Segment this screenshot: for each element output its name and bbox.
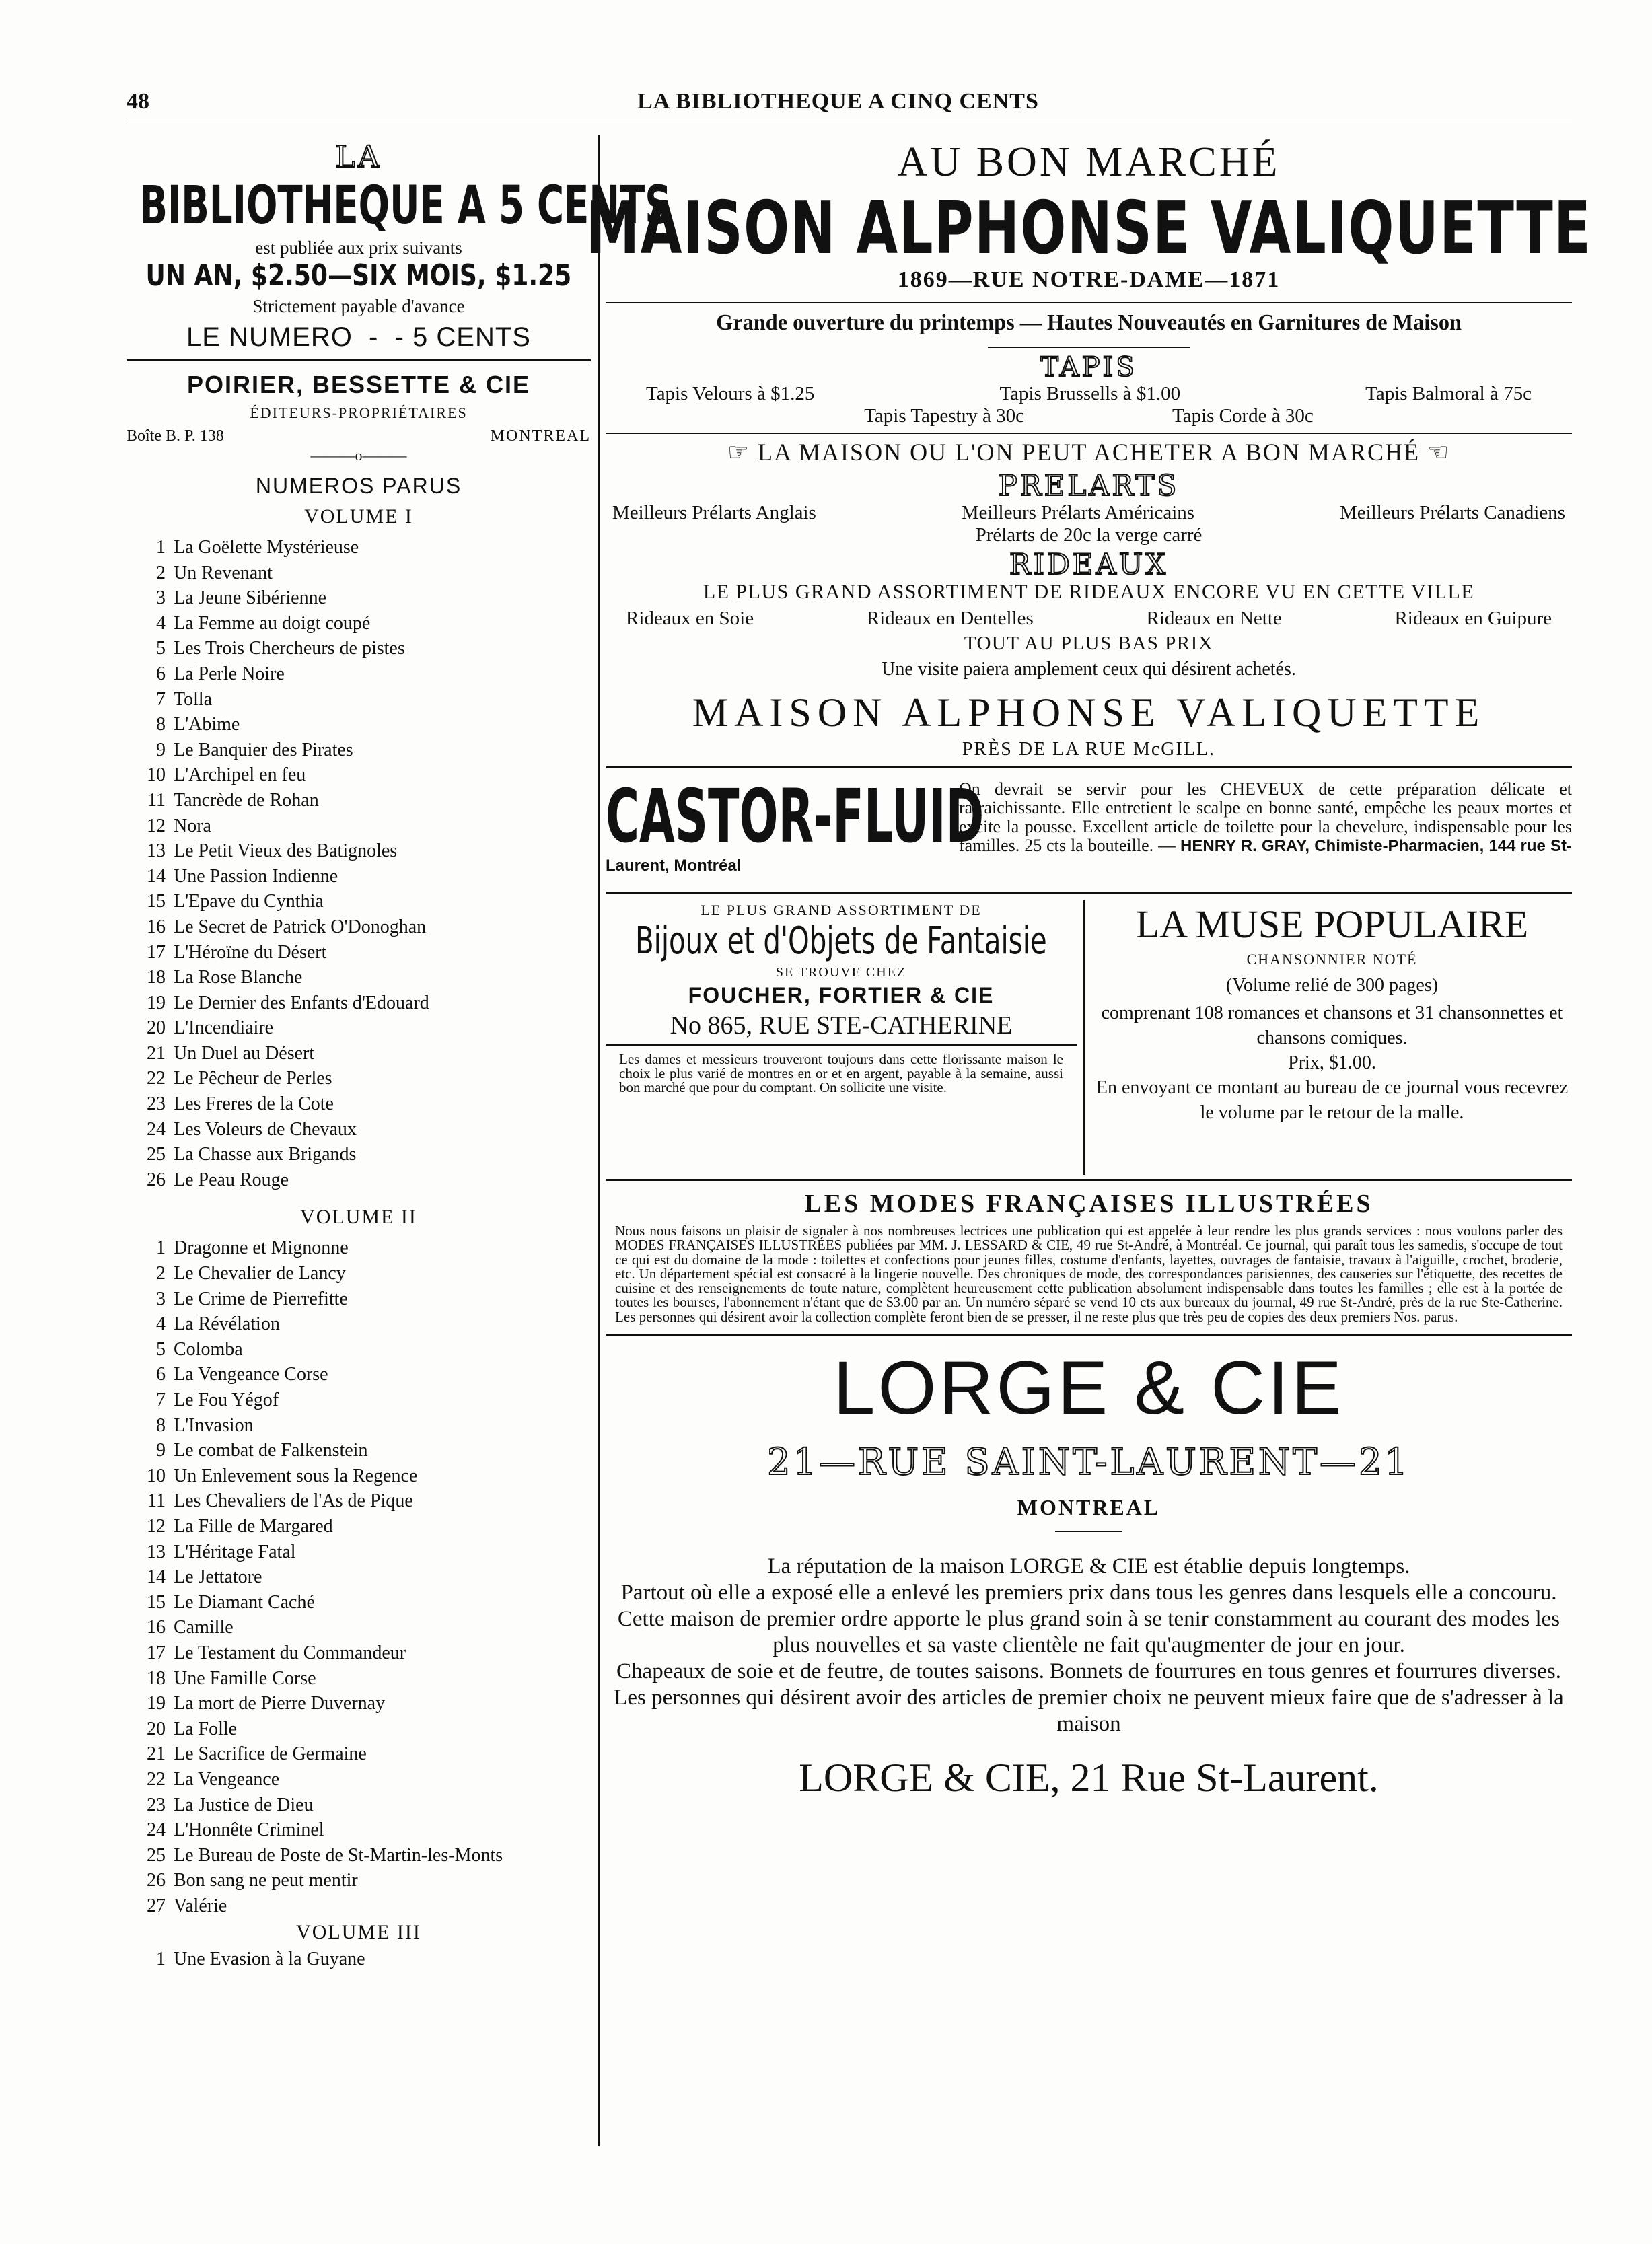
issue-number: 8 (156, 714, 166, 735)
issue-item (127, 1741, 591, 1767)
issue-item (127, 712, 591, 737)
volume-heading-3: VOLUME III (296, 1921, 421, 1944)
muse-volume: (Volume relié de 300 pages) (1225, 975, 1439, 996)
issue-number: 16 (147, 1617, 166, 1638)
issue-number: 18 (147, 967, 166, 988)
prelarts-anglais: Meilleurs Prélarts Anglais (612, 502, 816, 523)
lorge-paragraph-5: Les personnes qui désirent avoir des articles de premier choix ne peuvent mieux faire que de s'adresser à la maison (614, 1686, 1564, 1737)
lorge-footer: LORGE & CIE, 21 Rue St-Laurent. (799, 1756, 1379, 1801)
header-rule (127, 120, 1572, 126)
issue-item (127, 1117, 591, 1143)
issue-title: Un Enlevement sous la Regence (174, 1465, 418, 1486)
tapis-heading: TAPIS (1040, 352, 1137, 383)
issue-title: Les Chevaliers de l'As de Pique (174, 1490, 413, 1512)
castor-fluid-description: On devrait se servir pour les CHEVEUX de cette préparation délicate et rafraichissante. Elle entretient le scalpe en bonne santé, empêche les peaux mortes et excite la pousse. Excellent article de toilette pour la chevelure, indispensable pour les familles. 25 cts la bouteille. — (959, 779, 1572, 855)
issue-title: Les Trois Chercheurs de pistes (174, 638, 405, 659)
issue-title: L'Epave du Cynthia (174, 891, 324, 912)
issue-title: La mort de Pierre Duvernay (174, 1693, 386, 1714)
castor-fluid-maker: HENRY R. GRAY, Chimiste-Pharmacien, 144 rue St-Laurent, Montréal (606, 837, 1573, 875)
muse-contents: comprenant 108 romances et chansons et 31 chansonnettes et chansons comiques. (1101, 1003, 1563, 1048)
issue-number: 12 (147, 815, 166, 836)
pointing-hand-right-icon: ☜ (1427, 439, 1451, 466)
lorge-city: MONTREAL (1017, 1495, 1161, 1520)
masthead-title: BIBLIOTHEQUE A 5 CENTS (139, 176, 672, 236)
issue-number: 19 (147, 1693, 166, 1714)
issue-title: Le Pêcheur de Perles (174, 1068, 332, 1089)
issue-number: 6 (156, 663, 166, 684)
issue-item (127, 1691, 591, 1716)
issues-heading: NUMEROS PARUS (255, 474, 462, 498)
issue-item (127, 1387, 591, 1413)
issue-number: 15 (147, 891, 166, 912)
issue-item (127, 687, 591, 713)
issue-number: 14 (147, 1566, 166, 1588)
issue-number: 26 (147, 1169, 166, 1190)
lorge-paragraph-1: La réputation de la maison LORGE & CIE est établie depuis longtemps. (767, 1554, 1410, 1579)
issue-number: 8 (156, 1414, 166, 1436)
muse-mail-order: En envoyant ce montant au bureau de ce journal vous recevrez le volume par le retour de la malle. (1096, 1077, 1569, 1123)
issue-number: 17 (147, 1642, 166, 1663)
lorge-paragraph-4: Chapeaux de soie et de feutre, de toutes saisons. Bonnets de fourrures en tous genres et fourrures diverses. (616, 1659, 1561, 1684)
issue-number: 9 (156, 739, 166, 760)
issue-title: L'Invasion (174, 1414, 254, 1436)
volume-3-list (127, 1947, 591, 1972)
issue-number: 21 (147, 1042, 166, 1064)
right-column (585, 135, 1592, 1801)
volume-2-list (127, 1235, 591, 1918)
issue-item (127, 1041, 591, 1066)
rideaux-guipure: Rideaux en Guipure (1394, 608, 1552, 629)
issue-title: L'Héritage Fatal (174, 1541, 296, 1562)
prelarts-canadiens: Meilleurs Prélarts Canadiens (1339, 502, 1565, 523)
left-column (127, 135, 672, 1972)
issue-title: Le Crime de Pierrefitte (174, 1288, 348, 1309)
volume-heading-1: VOLUME I (304, 505, 413, 528)
issue-item (127, 661, 591, 687)
issue-title: La Chasse aux Brigands (174, 1144, 357, 1165)
issue-number: 24 (147, 1118, 166, 1140)
running-title: LA BIBLIOTHEQUE A CINQ CENTS (637, 89, 1039, 114)
issue-title: Le Sacrifice de Germaine (174, 1743, 367, 1765)
issue-item (127, 940, 591, 966)
issue-item (127, 1893, 591, 1919)
spring-opening: Grande ouverture du printemps — Hautes Nouveautés en Garnitures de Maison (716, 310, 1462, 335)
rideaux-soie: Rideaux en Soie (626, 608, 754, 629)
issue-number: 9 (156, 1440, 166, 1461)
tapis-balmoral: Tapis Balmoral à 75c (1365, 383, 1532, 404)
lorge-paragraph-3: Cette maison de premier ordre apporte le plus grand soin à se tenir constamment au courant des modes les plus nouvelles et sa vaste clientèle ne fait qu'augmenter de jour en jour. (617, 1607, 1560, 1658)
issue-number: 4 (156, 612, 166, 634)
issue-item (127, 762, 591, 788)
valiquette-name: MAISON ALPHONSE VALIQUETTE (585, 186, 1592, 270)
visit-note: Une visite paiera amplement ceux qui désirent achetés. (882, 659, 1296, 680)
issue-title: Un Revenant (174, 562, 273, 583)
issue-number: 7 (156, 688, 166, 710)
issue-title: Le Peau Rouge (174, 1169, 289, 1190)
issue-item (127, 1261, 591, 1287)
issue-number: 26 (147, 1870, 166, 1891)
issue-number: 24 (147, 1819, 166, 1841)
issue-title: Une Passion Indienne (174, 865, 338, 887)
issue-item (127, 585, 591, 611)
issue-item (127, 864, 591, 890)
issue-title: Le Jettatore (174, 1566, 262, 1588)
muse-subtitle: CHANSONNIER NOTÉ (1246, 951, 1418, 968)
issue-number: 11 (147, 789, 166, 811)
issue-number: 1 (156, 537, 166, 558)
issue-item (127, 1362, 591, 1387)
bijoux-address: No 865, RUE STE-CATHERINE (606, 1011, 1077, 1046)
issue-number: 5 (156, 1338, 166, 1360)
single-issue-price: LE NUMERO - - 5 CENTS (186, 322, 531, 352)
issue-title: La Fille de Margared (174, 1515, 333, 1537)
issue-item (127, 1287, 591, 1312)
issue-title: Bon sang ne peut mentir (174, 1870, 358, 1891)
issue-title: La Révélation (174, 1313, 280, 1335)
issue-item (127, 1843, 591, 1869)
issue-title: Dragonne et Mignonne (174, 1237, 349, 1259)
issue-number: 13 (147, 1541, 166, 1562)
issue-item (127, 1640, 591, 1666)
issue-title: Camille (174, 1617, 234, 1638)
issue-number: 17 (147, 941, 166, 963)
issue-item (127, 838, 591, 864)
running-head (127, 83, 1550, 118)
pointing-hand-left-icon: ☞ (727, 439, 751, 466)
issue-number: 19 (147, 992, 166, 1013)
issue-title: L'Honnête Criminel (174, 1819, 324, 1841)
issue-item (127, 636, 591, 661)
issue-title: La Goëlette Mystérieuse (174, 537, 359, 558)
issue-number: 25 (147, 1144, 166, 1165)
issue-title: Colomba (174, 1338, 243, 1360)
issue-title: Le Chevalier de Lancy (174, 1263, 346, 1284)
issue-item (127, 1767, 591, 1793)
issue-title: Un Duel au Désert (174, 1042, 315, 1064)
issue-title: La Jeune Sibérienne (174, 587, 327, 609)
issue-item (127, 1716, 591, 1742)
issue-item (127, 788, 591, 813)
issue-number: 2 (156, 1263, 166, 1284)
issue-number: 10 (147, 1465, 166, 1486)
issue-title: La Justice de Dieu (174, 1794, 314, 1815)
issue-title: La Rose Blanche (174, 967, 303, 988)
modes-francaises-advertisement (606, 1189, 1572, 1324)
tapis-brussells: Tapis Brussells à $1.00 (999, 383, 1181, 404)
issue-number: 1 (156, 1237, 166, 1259)
payment-note: Strictement payable d'avance (252, 296, 465, 316)
volume-1-list (127, 535, 591, 1192)
publisher-role: ÉDITEURS-PROPRIÉTAIRES (250, 404, 468, 421)
issue-number: 13 (147, 840, 166, 862)
muse-populaire-advertisement (1085, 900, 1572, 1175)
rideaux-assortment: LE PLUS GRAND ASSORTIMENT DE RIDEAUX ENCORE VU EN CETTE VILLE (703, 581, 1475, 603)
castor-fluid-title: CASTOR-FLUID (606, 773, 984, 859)
issue-number: 20 (147, 1017, 166, 1039)
issue-item (127, 1564, 591, 1590)
prelarts-price: Prélarts de 20c la verge carré (975, 524, 1202, 546)
issue-title: Une Evasion à la Guyane (174, 1949, 365, 1970)
lorge-address: 21—RUE SAINT-LAURENT—21 (767, 1441, 1410, 1484)
issue-item (127, 1488, 591, 1514)
issue-item (127, 1540, 591, 1565)
issue-title: L'Incendiaire (174, 1017, 274, 1039)
ornament: ———o——— (310, 447, 407, 464)
publisher-city: MONTREAL (490, 427, 591, 445)
modes-text: Nous nous faisons un plaisir de signaler à nos nombreuses lectrices une publication qui est appelée à leur rendre les plus grands services : nous voulons parler des MODES FRANÇAISES ILLUSTRÉES publiées par MM. J. LESSARD & CIE, 49 rue St-André, à Montréal. Ce journal, qui paraît tous les samedis, s'occupe de tout ce qui est du domaine de la mode : toilettes et confections pour jeunes filles, costume d'enfants, layettes, ouvrages de fantaisie, travaux à l'aiguille, crochet, broderie, etc. Un département spécial est consacré à la lingerie nouvelle. Des chroniques de mode, des correspondances parisiennes, des causeries sur l'étiquette, des recettes de cuisine et des renseignements de toute nature, complètent heureusement cette publication absolument indispensable dans toutes les familles ; elle est à la portée de toutes les bourses, l'abonnement n'étant que de $3.00 par an. Un numéro séparé se vend 10 cts aux bureaux du journal, 49 rue St-André, près de la rue Ste-Catherine. Les personnes qui désirent avoir la collection complète feront bien de se presser, il ne reste plus que très peu de copies des deux premiers Nos. parus. (615, 1223, 1563, 1325)
issue-item (127, 1091, 591, 1117)
near-mcgill: PRÈS DE LA RUE McGILL. (962, 739, 1216, 760)
issue-title: L'Archipel en feu (174, 764, 306, 786)
bijoux-firm: FOUCHER, FORTIER & CIE (688, 983, 995, 1007)
issue-item (127, 1590, 591, 1616)
price-intro: est publiée aux prix suivants (255, 238, 462, 258)
modes-title: LES MODES FRANÇAISES ILLUSTRÉES (804, 1190, 1373, 1218)
issue-number: 7 (156, 1389, 166, 1410)
issue-item (127, 965, 591, 990)
issue-number: 21 (147, 1743, 166, 1765)
issue-number: 12 (147, 1515, 166, 1537)
tapis-corde: Tapis Corde à 30c (1172, 405, 1314, 427)
issue-item (127, 1868, 591, 1893)
issue-item (127, 1615, 591, 1640)
issue-title: Le Diamant Caché (174, 1591, 315, 1613)
issue-title: La Vengeance Corse (174, 1364, 328, 1385)
muse-title: LA MUSE POPULAIRE (1135, 902, 1529, 946)
issue-item (127, 560, 591, 586)
lorge-title: LORGE & CIE (833, 1346, 1344, 1431)
issue-number: 1 (156, 1949, 166, 1970)
issue-number: 3 (156, 587, 166, 609)
issue-number: 16 (147, 916, 166, 937)
issue-number: 22 (147, 1068, 166, 1089)
issue-number: 20 (147, 1718, 166, 1739)
issue-item (127, 1413, 591, 1439)
issue-number: 23 (147, 1794, 166, 1815)
muse-price: Prix, $1.00. (1288, 1052, 1376, 1073)
bijoux-intro: LE PLUS GRAND ASSORTIMENT DE (701, 902, 982, 918)
au-bon-marche: AU BON MARCHÉ (897, 139, 1281, 185)
issue-title: Les Voleurs de Chevaux (174, 1118, 357, 1140)
prelarts-americains: Meilleurs Prélarts Américains (961, 502, 1195, 523)
rideaux-dentelles: Rideaux en Dentelles (866, 608, 1034, 629)
issue-title: Tancrède de Rohan (174, 789, 319, 811)
bijoux-note: Les dames et messieurs trouveront toujours dans cette florissante maison le choix le plus varié de montres en or et en argent, payable à la semaine, aussi bon marché que pour du comptant. On sollicite une visite. (619, 1051, 1063, 1095)
rideaux-nette: Rideaux en Nette (1146, 608, 1282, 629)
issue-item (127, 1066, 591, 1091)
issue-title: Le Banquier des Pirates (174, 739, 353, 760)
issue-item (127, 1438, 591, 1463)
issue-number: 18 (147, 1667, 166, 1689)
lowest-price: TOUT AU PLUS BAS PRIX (964, 632, 1214, 654)
issue-number: 15 (147, 1591, 166, 1613)
issue-title: Le Petit Vieux des Batignoles (174, 840, 398, 862)
valiquette-address: 1869—RUE NOTRE-DAME—1871 (897, 267, 1281, 292)
issue-title: Nora (174, 815, 211, 836)
bijoux-title: Bijoux et d'Objets de Fantaisie (635, 919, 1047, 963)
issue-item (127, 535, 591, 560)
issue-item (127, 611, 591, 637)
subscription-prices: UN AN, $2.50—SIX MOIS, $1.25 (145, 258, 572, 293)
issue-title: La Folle (174, 1718, 238, 1739)
issue-item (127, 1947, 591, 1972)
issue-item (127, 1142, 591, 1167)
issue-item (127, 1793, 591, 1818)
issue-number: 3 (156, 1288, 166, 1309)
issue-number: 6 (156, 1364, 166, 1385)
publisher-name: POIRIER, BESSETTE & CIE (186, 371, 531, 398)
issue-title: L'Héroïne du Désert (174, 941, 327, 963)
issue-number: 4 (156, 1313, 166, 1335)
issue-number: 27 (147, 1895, 166, 1916)
issue-item (127, 737, 591, 763)
issue-item (127, 914, 591, 940)
lorge-advertisement (606, 1348, 1572, 1801)
issue-number: 10 (147, 764, 166, 786)
issue-item (127, 990, 591, 1016)
bijoux-found-at: SE TROUVE CHEZ (775, 965, 907, 980)
volume-heading-2: VOLUME II (300, 1206, 417, 1229)
issue-number: 25 (147, 1844, 166, 1866)
valiquette-name-repeat: MAISON ALPHONSE VALIQUETTE (692, 690, 1486, 735)
issue-number: 22 (147, 1768, 166, 1790)
issue-item (127, 1235, 591, 1261)
issue-title: Le Fou Yégof (174, 1389, 279, 1410)
issue-item (127, 813, 591, 839)
tapis-velours: Tapis Velours à $1.25 (646, 383, 815, 404)
slogan: LA MAISON OU L'ON PEUT ACHETER A BON MARCHÉ (758, 439, 1420, 466)
issue-number: 11 (147, 1490, 166, 1512)
issue-title: Le Secret de Patrick O'Donoghan (174, 916, 427, 937)
tapis-tapestry: Tapis Tapestry à 30c (864, 405, 1025, 427)
issue-number: 5 (156, 638, 166, 659)
issue-title: Le Bureau de Poste de St-Martin-les-Monts (174, 1844, 503, 1866)
lorge-paragraph-2: Partout où elle a exposé elle a enlevé les premiers prix dans tous les genres dans lesquels elle a concouru. (620, 1581, 1557, 1605)
issue-number: 14 (147, 865, 166, 887)
issue-title: La Perle Noire (174, 663, 285, 684)
issue-item (127, 1666, 591, 1692)
issue-title: L'Abime (174, 714, 240, 735)
issue-item (127, 889, 591, 914)
issue-item (127, 1337, 591, 1363)
issue-title: Tolla (174, 688, 213, 710)
issue-title: Une Famille Corse (174, 1667, 316, 1689)
issue-title: Le combat de Falkenstein (174, 1440, 368, 1461)
issue-item (127, 1817, 591, 1843)
issue-item (127, 1167, 591, 1193)
page-number: 48 (127, 89, 149, 114)
issue-number: 2 (156, 562, 166, 583)
issue-title: La Vengeance (174, 1768, 280, 1790)
castor-fluid-advertisement (606, 773, 1573, 888)
issue-title: Valérie (174, 1895, 227, 1916)
masthead-la: LA (335, 140, 382, 174)
rideaux-heading: RIDEAUX (1009, 548, 1169, 581)
issue-item (127, 1015, 591, 1041)
issue-item (127, 1311, 591, 1337)
issue-title: La Femme au doigt coupé (174, 612, 371, 634)
issue-number: 23 (147, 1093, 166, 1115)
issue-item (127, 1463, 591, 1489)
prelarts-heading: PRELARTS (998, 469, 1180, 502)
issue-title: Le Dernier des Enfants d'Edouard (174, 992, 429, 1013)
issue-title: Les Freres de la Cote (174, 1093, 334, 1115)
issue-title: Le Testament du Commandeur (174, 1642, 406, 1663)
column-divider (598, 135, 600, 2146)
issue-item (127, 1514, 591, 1540)
valiquette-advertisement (585, 139, 1592, 760)
po-box: Boîte B. P. 138 (127, 427, 224, 445)
bijoux-advertisement (606, 900, 1085, 1175)
